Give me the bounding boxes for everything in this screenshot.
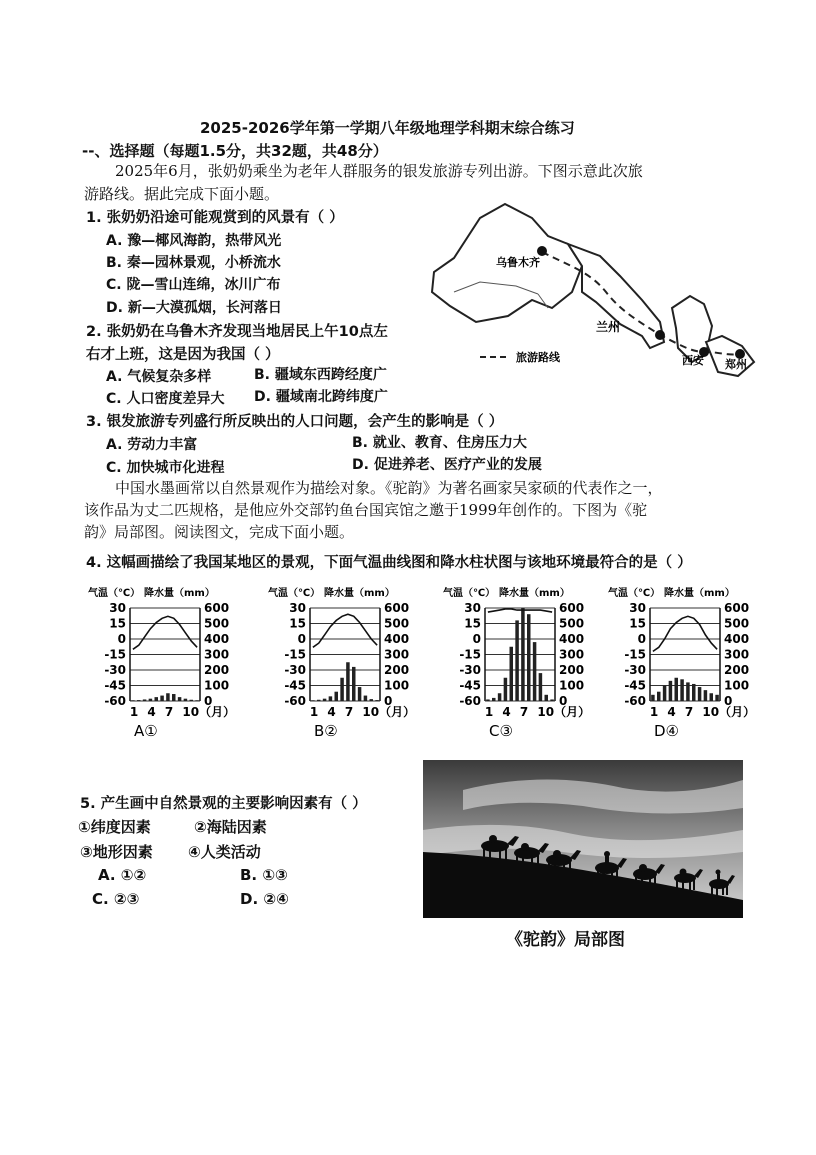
q1-option-d[interactable]: D. 新—大漠孤烟，长河落日 <box>106 300 282 316</box>
precip-tick-label: 300 <box>384 647 410 662</box>
precip-bar <box>149 699 153 701</box>
precip-bar <box>657 692 661 701</box>
legend-label: 旅游路线 <box>516 351 560 364</box>
temp-axis-title: 气温（℃） <box>268 588 321 599</box>
temp-tick-label: -45 <box>624 678 646 693</box>
temperature-curve <box>133 616 197 649</box>
precip-tick-label: 400 <box>204 632 230 646</box>
q1-option-b[interactable]: B. 秦—园林景观，小桥流水 <box>106 255 281 271</box>
month-tick-label: 7 <box>344 705 354 719</box>
temperature-curve <box>313 614 377 647</box>
precip-bar <box>131 700 135 701</box>
q3-stem: 3. 银发旅游专列盛行所反映出的人口问题，会产生的影响是（ ） <box>86 414 504 430</box>
precip-bar <box>663 686 667 702</box>
q5-option-d[interactable]: D. ②④ <box>240 890 289 908</box>
precip-tick-label: 0 <box>204 694 213 708</box>
precip-bar <box>510 647 514 701</box>
precip-tick-label: 0 <box>559 694 568 708</box>
temp-tick-label: 0 <box>637 632 646 646</box>
month-tick-label: 7 <box>519 705 529 719</box>
temp-tick-label: 15 <box>629 616 646 631</box>
month-tick-label: 1 <box>484 705 494 719</box>
month-tick-label: 1 <box>309 705 319 719</box>
q3-option-b[interactable]: B. 就业、教育、住房压力大 <box>352 435 527 451</box>
temp-tick-label: 30 <box>629 601 646 615</box>
temp-tick-label: 15 <box>109 616 126 631</box>
precip-bar <box>172 694 176 701</box>
precip-tick-label: 300 <box>204 647 230 662</box>
temp-tick-label: -30 <box>624 663 646 677</box>
climate-chart-2 <box>268 586 415 740</box>
precip-bar <box>317 700 321 701</box>
precip-bar <box>178 697 182 701</box>
precip-bar <box>692 684 696 701</box>
city-label-xian: 西安 <box>682 354 704 367</box>
q5-factor-4: ④人类活动 <box>188 843 261 861</box>
temp-tick-label: 30 <box>109 601 126 615</box>
precip-tick-label: 400 <box>724 632 750 646</box>
precip-tick-label: 400 <box>559 632 585 646</box>
precip-bar <box>375 700 379 701</box>
temp-axis-title: 气温（℃） <box>443 588 496 599</box>
precip-bar <box>710 693 714 701</box>
temp-axis-title: 气温（℃） <box>88 588 141 599</box>
q3-option-d[interactable]: D. 促进养老、医疗产业的发展 <box>352 457 542 473</box>
precip-tick-label: 500 <box>559 616 585 631</box>
precip-bar <box>195 700 199 701</box>
temp-tick-label: -45 <box>459 678 481 693</box>
q3-option-a[interactable]: A. 劳动力丰富 <box>106 437 198 453</box>
q3-option-c[interactable]: C. 加快城市化进程 <box>106 460 225 476</box>
camel-painting <box>423 760 743 918</box>
q2-option-d[interactable]: D. 疆域南北跨纬度广 <box>254 389 388 405</box>
precip-bar <box>155 697 159 701</box>
precip-bar <box>545 695 549 701</box>
precip-bar <box>675 678 679 701</box>
route-map <box>420 196 765 388</box>
precip-bar <box>166 693 170 701</box>
month-tick-label: 7 <box>164 705 174 719</box>
temp-tick-label: -15 <box>284 647 306 662</box>
chart-option-label: C③ <box>489 722 513 740</box>
precip-tick-label: 0 <box>384 694 393 708</box>
temp-tick-label: 0 <box>472 632 481 646</box>
q1-option-c[interactable]: C. 陇—雪山连绵，冰川广布 <box>106 277 281 293</box>
precip-bar <box>550 699 554 701</box>
precip-tick-label: 100 <box>724 678 750 693</box>
q5-stem: 5. 产生画中自然景观的主要影响因素有（ ） <box>80 796 367 812</box>
q5-factor-1: ①纬度因素 <box>78 818 151 836</box>
precip-tick-label: 600 <box>559 601 585 615</box>
passage-line-1: 中国水墨画常以自然景观作为描绘对象。《驼韵》为著名画家吴家硕的代表作之一， <box>115 479 663 497</box>
precip-bar <box>340 678 344 701</box>
q5-option-b[interactable]: B. ①③ <box>240 866 288 884</box>
precip-bar <box>352 667 356 701</box>
month-tick-label: 4 <box>147 705 156 719</box>
precip-bar <box>184 699 188 701</box>
month-tick-label: 10（月） <box>182 705 236 719</box>
precip-axis-title: 降水量（mm） <box>499 588 570 599</box>
precip-bar <box>651 695 655 701</box>
intro-line-1: 2025年6月，张奶奶乘坐为老年人群服务的银发旅游专列出游。下图示意此次旅 <box>115 162 643 180</box>
precip-tick-label: 0 <box>724 694 733 708</box>
temp-tick-label: -60 <box>284 694 306 708</box>
q4-stem: 4. 这幅画描绘了我国某地区的景观，下面气温曲线图和降水柱状图与该地环境最符合的是（ ） <box>86 555 692 571</box>
precip-tick-label: 200 <box>724 663 750 677</box>
intro-line-2: 游路线。据此完成下面小题。 <box>84 185 280 203</box>
precip-bar <box>492 698 496 701</box>
climate-chart-3 <box>443 586 590 740</box>
temp-axis-title: 气温（℃） <box>608 588 661 599</box>
precip-bar <box>680 679 684 701</box>
city-dot-lanzhou <box>655 330 665 340</box>
precip-tick-label: 600 <box>204 601 230 615</box>
month-tick-label: 10（月） <box>702 705 756 719</box>
city-dot-urumqi <box>537 246 547 256</box>
month-tick-label: 1 <box>649 705 659 719</box>
painting-caption: 《驼韵》局部图 <box>506 930 625 950</box>
precip-bar <box>533 642 537 701</box>
precip-bar <box>515 620 519 701</box>
city-label-lanzhou: 兰州 <box>596 320 621 334</box>
month-tick-label: 1 <box>129 705 139 719</box>
precip-tick-label: 600 <box>384 601 410 615</box>
precip-bar <box>686 682 690 701</box>
precip-axis-title: 降水量（mm） <box>324 588 395 599</box>
temp-tick-label: -60 <box>104 694 126 708</box>
temp-tick-label: -15 <box>104 647 126 662</box>
temp-tick-label: -45 <box>104 678 126 693</box>
precip-bar <box>539 673 543 701</box>
q5-factor-3: ③地形因素 <box>80 843 153 861</box>
precip-axis-title: 降水量（mm） <box>144 588 215 599</box>
precip-bar <box>498 693 502 701</box>
month-tick-label: 4 <box>327 705 336 719</box>
temp-tick-label: 15 <box>464 616 481 631</box>
precip-tick-label: 200 <box>384 663 410 677</box>
precip-tick-label: 500 <box>204 616 230 631</box>
precip-bar <box>364 696 368 701</box>
precip-bar <box>704 690 708 701</box>
temp-tick-label: -60 <box>459 694 481 708</box>
climate-chart-1 <box>88 586 235 740</box>
temp-tick-label: -15 <box>459 647 481 662</box>
precip-bar <box>143 699 147 701</box>
passage-line-3: 韵》局部图。阅读图文，完成下面小题。 <box>84 523 355 541</box>
chart-option-label: B② <box>314 722 338 740</box>
climate-charts <box>86 584 770 746</box>
precip-bar <box>137 700 141 701</box>
temp-tick-label: 15 <box>289 616 306 631</box>
precip-bar <box>346 662 350 701</box>
precip-tick-label: 100 <box>384 678 410 693</box>
precip-bar <box>323 699 327 701</box>
temperature-curve <box>653 616 717 651</box>
temp-tick-label: -60 <box>624 694 646 708</box>
precip-tick-label: 300 <box>559 647 585 662</box>
precip-bar <box>486 699 490 701</box>
precip-tick-label: 100 <box>204 678 230 693</box>
q2-stem-line-2: 右才上班，这是因为我国（ ） <box>86 347 280 363</box>
q2-option-c[interactable]: C. 人口密度差异大 <box>106 391 225 407</box>
month-tick-label: 10（月） <box>362 705 416 719</box>
month-tick-label: 10（月） <box>537 705 591 719</box>
month-tick-label: 4 <box>502 705 511 719</box>
month-tick-label: 7 <box>684 705 694 719</box>
temp-tick-label: -30 <box>459 663 481 677</box>
q2-option-b[interactable]: B. 疆域东西跨经度广 <box>254 367 387 383</box>
precip-bar <box>504 678 508 701</box>
city-label-zhengzhou: 郑州 <box>725 358 747 371</box>
precip-bar <box>521 608 525 701</box>
chart-option-label: A① <box>134 722 158 740</box>
page-title: 2025-2026学年第一学期八年级地理学科期末综合练习 <box>200 119 575 137</box>
precip-axis-title: 降水量（mm） <box>664 588 735 599</box>
precip-tick-label: 200 <box>559 663 585 677</box>
chart-option-label: D④ <box>654 722 679 740</box>
precip-tick-label: 200 <box>204 663 230 677</box>
temp-tick-label: 30 <box>289 601 306 615</box>
q5-factor-2: ②海陆因素 <box>194 818 267 836</box>
precip-tick-label: 500 <box>724 616 750 631</box>
precip-tick-label: 300 <box>724 647 750 662</box>
section-heading: --、选择题（每题1.5分，共32题，共48分） <box>82 142 388 160</box>
temp-tick-label: -45 <box>284 678 306 693</box>
precip-bar <box>715 695 719 701</box>
q1-stem: 1. 张奶奶沿途可能观赏到的风景有（ ） <box>86 210 344 226</box>
climate-chart-4 <box>608 586 755 740</box>
precip-bar <box>311 700 315 701</box>
precip-bar <box>329 696 333 701</box>
temp-tick-label: 0 <box>297 632 306 646</box>
q5-option-c[interactable]: C. ②③ <box>92 890 140 908</box>
q5-option-a[interactable]: A. ①② <box>98 866 147 884</box>
temperature-curve <box>488 609 552 612</box>
q2-option-a[interactable]: A. 气候复杂多样 <box>106 369 212 385</box>
precip-tick-label: 100 <box>559 678 585 693</box>
precip-bar <box>370 699 374 701</box>
precip-bar <box>527 614 531 701</box>
precip-tick-label: 600 <box>724 601 750 615</box>
temp-tick-label: -30 <box>104 663 126 677</box>
temp-tick-label: 30 <box>464 601 481 615</box>
q2-stem-line-1: 2. 张奶奶在乌鲁木齐发现当地居民上午10点左 <box>86 324 388 340</box>
precip-tick-label: 500 <box>384 616 410 631</box>
precip-bar <box>335 692 339 701</box>
precip-bar <box>669 681 673 701</box>
q1-option-a[interactable]: A. 豫—椰风海韵，热带风光 <box>106 233 282 249</box>
city-label-urumqi: 乌鲁木齐 <box>496 256 540 269</box>
precip-bar <box>190 700 194 701</box>
precip-bar <box>160 696 164 701</box>
precip-bar <box>358 687 362 701</box>
precip-tick-label: 400 <box>384 632 410 646</box>
precip-bar <box>698 687 702 701</box>
temp-tick-label: 0 <box>117 632 126 646</box>
temp-tick-label: -30 <box>284 663 306 677</box>
month-tick-label: 4 <box>667 705 676 719</box>
passage-line-2: 该作品为丈二匹规格，是他应外交部钓鱼台国宾馆之邀于1999年创作的。下图为《驼 <box>84 501 648 519</box>
temp-tick-label: -15 <box>624 647 646 662</box>
